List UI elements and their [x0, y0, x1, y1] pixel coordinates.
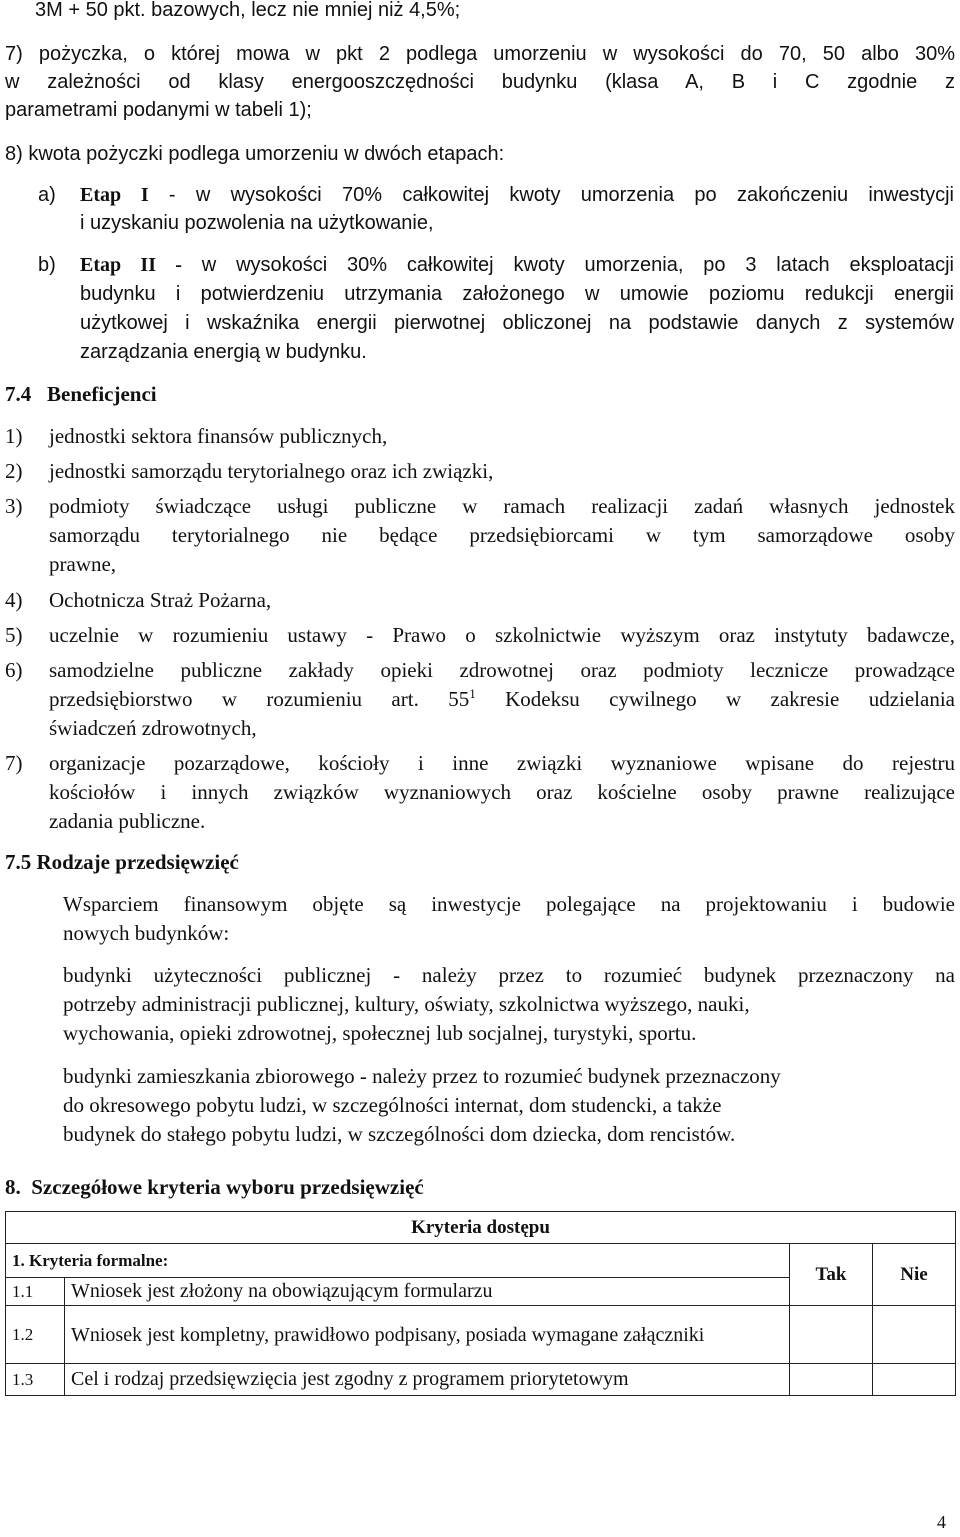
group-label: 1. Kryteria formalne:	[6, 1244, 790, 1278]
beneficiary-num: 6)	[5, 658, 23, 682]
stage-a-text: - w wysokości 70% całkowitej kwoty umorzenia po zakończeniu inwestycji	[148, 184, 954, 206]
beneficiary-text: prawne,	[49, 552, 117, 576]
beneficiary-text: kościołów i innych związków wyznaniowych oraz kościelne osoby prawne realizujące	[49, 780, 955, 804]
stage-b-line-1	[80, 250, 954, 280]
column-yes: Tak	[790, 1244, 873, 1306]
collective-housing-line: budynek do stałego pobytu ludzi, w szczególności dom dziecka, dom rencistów.	[63, 1122, 736, 1146]
section-7-5-heading: 7.5 Rodzaje przedsięwzięć	[5, 850, 239, 874]
beneficiary-num: 7)	[5, 751, 23, 775]
stage-b-line-4: zarządzania energią w budynku.	[80, 341, 367, 363]
public-buildings-line: budynki użyteczności publicznej - należy przez to rozumieć budynek przeznaczony na	[63, 963, 955, 987]
collective-housing-line: budynki zamieszkania zbiorowego - należy przez to rozumieć budynek przeznaczony	[63, 1064, 781, 1088]
beneficiary-text: zadania publiczne.	[49, 809, 206, 833]
beneficiary-num: 5)	[5, 623, 23, 647]
interest-rate-line: 3M + 50 pkt. bazowych, lecz nie mniej niż 4,5%;	[35, 0, 461, 21]
beneficiary-text: przedsiębiorstwo w rozumieniu art. $55^1$ Kodeksu cywilnego w zakresie udzielania	[49, 686, 955, 711]
table-row	[6, 1306, 956, 1364]
beneficiary-text: samorządu terytorialnego nie będące przedsiębiorcami w tym samorządowe osoby	[49, 523, 955, 547]
beneficiary-text: Ochotnicza Straż Pożarna,	[49, 588, 272, 612]
row-text: Cel i rodzaj przedsięwzięcia jest zgodny z programem priorytetowym	[65, 1364, 790, 1396]
beneficiary-num: 2)	[5, 459, 23, 483]
beneficiary-text: uczelnie w rozumieniu ustawy - Prawo o szkolnictwie wyższym oraz instytuty badawcze,	[49, 623, 955, 647]
beneficiary-num: 4)	[5, 588, 23, 612]
stage-b-label: b)	[38, 254, 56, 276]
stage-b-line-2: budynku i potwierdzeniu utrzymania założonego w umowie poziomu redukcji energii	[80, 283, 954, 305]
public-buildings-line: potrzeby administracji publicznej, kultury, oświaty, szkolnictwa wyższego, nauki,	[63, 992, 750, 1016]
item-7-line-1: 7) pożyczka, o której mowa w pkt 2 podlega umorzeniu w wysokości do 70, 50 albo 30%	[5, 43, 955, 65]
stage-a-line-1	[80, 180, 954, 210]
beneficiary-num: 3)	[5, 494, 23, 518]
section-7-4-heading	[5, 379, 157, 409]
collective-housing-line: do okresowego pobytu ludzi, w szczególności internat, dom studencki, a także	[63, 1093, 722, 1117]
item-8: 8) kwota pożyczki podlega umorzeniu w dwóch etapach:	[5, 143, 505, 165]
stage-a-label: a)	[38, 184, 56, 206]
stage-a-line-2: i uzyskaniu pozwolenia na użytkowanie,	[80, 212, 434, 234]
row-no-cell	[873, 1364, 956, 1396]
intro-paragraph-line: nowych budynków:	[63, 921, 230, 945]
beneficiary-text: podmioty świadczące usługi publiczne w ramach realizacji zadań własnych jednostek	[49, 494, 955, 518]
row-text: Wniosek jest złożony na obowiązującym formularzu	[65, 1278, 790, 1306]
section-7-4-title: Beneficjenci	[47, 382, 157, 406]
footnote-superscript: 1	[469, 686, 476, 701]
row-yes-cell	[790, 1364, 873, 1396]
row-number: 1.2	[6, 1306, 65, 1364]
beneficiary-text: jednostki samorządu terytorialnego oraz ich związki,	[49, 459, 494, 483]
table-title-row	[6, 1212, 956, 1244]
stage-b-line-3: użytkowej i wskaźnika energii pierwotnej obliczonej na podstawie danych z systemów	[80, 312, 954, 334]
stage-b-text: w wysokości 30% całkowitej kwoty umorzenia, po 3 latach eksploatacji	[181, 254, 954, 276]
row-yes-cell	[790, 1306, 873, 1364]
beneficiary-text: samodzielne publiczne zakłady opieki zdrowotnej oraz podmioty lecznicze prowadzące	[49, 658, 955, 682]
beneficiary-text: świadczeń zdrowotnych,	[49, 716, 257, 740]
page-number: 4	[937, 1512, 946, 1532]
row-number: 1.1	[6, 1278, 65, 1306]
beneficiary-text: organizacje pozarządowe, kościoły i inne związki wyznaniowe wpisane do rejestru	[49, 751, 955, 775]
row-number: 1.3	[6, 1364, 65, 1396]
public-buildings-line: wychowania, opieki zdrowotnej, społecznej lub socjalnej, turystyki, sportu.	[63, 1021, 697, 1045]
criteria-table	[5, 1211, 956, 1396]
beneficiary-num: 1)	[5, 424, 23, 448]
section-8-heading: 8. Szczegółowe kryteria wyboru przedsięwzięć	[5, 1175, 424, 1199]
beneficiary-text: jednostki sektora finansów publicznych,	[49, 424, 388, 448]
section-7-4-number: 7.4	[5, 382, 32, 406]
stage-b-title: Etap II -	[80, 254, 182, 276]
row-text: Wniosek jest kompletny, prawidłowo podpisany, posiada wymagane załączniki	[65, 1306, 790, 1364]
item-7-line-3: parametrami podanymi w tabeli 1);	[5, 99, 312, 121]
row-no-cell	[873, 1306, 956, 1364]
intro-paragraph-line: Wsparciem finansowym objęte są inwestycje polegające na projektowaniu i budowie	[63, 892, 955, 916]
table-row	[6, 1364, 956, 1396]
stage-a-title: Etap I	[80, 184, 149, 206]
table-group-row	[6, 1244, 956, 1278]
table-title: Kryteria dostępu	[6, 1212, 956, 1244]
column-no: Nie	[873, 1244, 956, 1306]
item-7-line-2: w zależności od klasy energooszczędności budynku (klasa A, B i C zgodnie z	[5, 71, 955, 93]
